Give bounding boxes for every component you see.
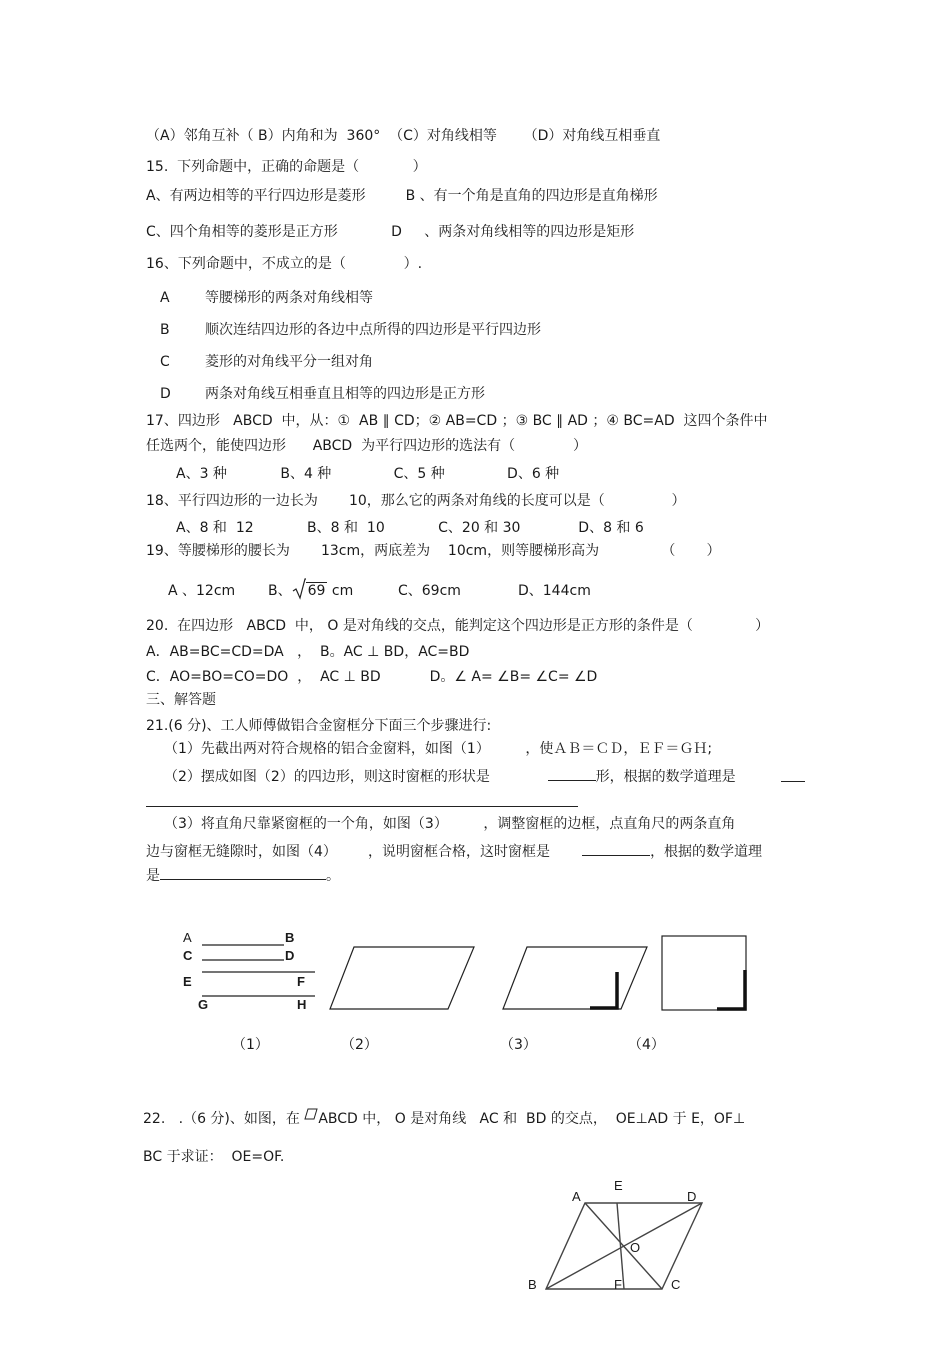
q22-label-a: A	[572, 1189, 581, 1204]
q22-line1	[143, 1110, 745, 1128]
q15-stem: 15. 下列命题中，正确的命题是（ ）	[146, 159, 427, 175]
q21-step3-line1: （3）将直角尺靠紧窗框的一个角，如图（3） ，调整窗框的边框，点直角尺的两条直角	[164, 816, 736, 832]
q21-step3-shi: 是	[146, 868, 160, 884]
q17-line2: 任选两个，能使四边形 ABCD 为平行四边形的选法有（ ）	[146, 438, 587, 454]
q15-options-line1: A、有两边相等的平行四边形是菱形 B 、有一个角是直角的四边形是直角梯形	[146, 188, 658, 204]
q22-line2: BC 于求证： OE=OF.	[143, 1149, 285, 1165]
fig1-label-a: A	[183, 930, 192, 945]
q21-step3-text: 边与窗框无缝隙时，如图（4） ，说明窗框合格，这时窗框是	[146, 844, 551, 860]
figure-caption-3: （3）	[500, 1037, 537, 1053]
q20-options-line2: C．AO=BO=CO=DO ， AC ⊥ BD D。∠ A= ∠B= ∠C= ∠D	[146, 669, 598, 685]
q21-step2	[164, 766, 736, 786]
q16-stem: 16、下列命题中，不成立的是（ ）.	[146, 256, 423, 272]
q16-option-d-text: 两条对角线互相垂直且相等的四边形是正方形	[205, 386, 485, 402]
q19-option-b-unit: cm	[327, 583, 354, 599]
figure-caption-1: （1）	[232, 1037, 269, 1053]
fig1-label-c: C	[183, 948, 193, 963]
fig1-label-g: G	[198, 997, 209, 1012]
q22-line1-prefix: 22. .（6 分)、如图，在	[143, 1111, 300, 1127]
answer-blank[interactable]	[548, 766, 596, 781]
q21-step3-reason: ，根据的数学道理	[650, 844, 763, 860]
q14-options: （A）邻角互补（ B）内角和为 360° （C）对角线相等 （D）对角线互相垂直	[146, 128, 661, 144]
q21-step2-reason: 形，根据的数学道理是	[595, 769, 736, 785]
figure-3-parallelogram-with-ruler	[501, 944, 651, 1014]
fig1-label-h: H	[297, 997, 307, 1012]
q16-option-b-letter: B	[160, 322, 170, 338]
q21-step3-line2	[146, 841, 762, 861]
q17-line1: 17、四边形 ABCD 中，从：① AB ∥ CD；② AB=CD ；③ BC ∥ AD ；④ BC=AD 这四个条件中	[146, 413, 768, 429]
q21-step2-text: （2）摆成如图（2）的四边形，则这时窗框的形状是	[164, 769, 548, 785]
q22-label-e: E	[614, 1178, 623, 1193]
q22-label-o: O	[630, 1240, 641, 1255]
section-heading: 三、解答题	[146, 692, 216, 708]
q19-option-b-prefix: B、	[268, 583, 292, 599]
q16-option-b-text: 顺次连结四边形的各边中点所得的四边形是平行四边形	[205, 322, 541, 338]
q22-label-c: C	[671, 1277, 681, 1292]
q17-options: A、3 种 B、4 种 C、5 种 D、6 种	[176, 466, 560, 482]
q22-label-d: D	[687, 1189, 697, 1204]
q19-option-b	[268, 582, 353, 600]
parallelogram-symbol-icon	[304, 1108, 318, 1120]
q16-option-c-text: 菱形的对角线平分一组对角	[205, 354, 373, 370]
q16-option-a-text: 等腰梯形的两条对角线相等	[205, 290, 373, 306]
figure-4-square-with-ruler	[660, 934, 752, 1014]
q21-stem: 21.(6 分)、工人师傅做铝合金窗框分下面三个步骤进行:	[146, 718, 492, 734]
q22-figure-parallelogram	[540, 1195, 710, 1295]
q20-options-line1: A．AB=BC=CD=DA ， B。AC ⊥ BD，AC=BD	[146, 644, 470, 660]
q20-stem: 20. 在四边形 ABCD 中， O 是对角线的交点，能判定这个四边形是正方形的条件是（ ）	[146, 618, 770, 634]
figure-2-parallelogram	[328, 944, 478, 1014]
answer-blank[interactable]	[146, 806, 578, 807]
answer-blank[interactable]	[160, 865, 326, 880]
fig1-label-f: F	[297, 974, 305, 989]
q21-step3-line3	[146, 865, 340, 885]
fig1-label-d: D	[285, 948, 295, 963]
q19-option-a: A 、12cm	[168, 583, 236, 599]
fig1-label-e: E	[183, 974, 192, 989]
figure-caption-2: （2）	[341, 1037, 378, 1053]
q18-stem: 18、平行四边形的一边长为 10，那么它的两条对角线的长度可以是（ ）	[146, 493, 686, 509]
q19-option-b-radicand: 69	[307, 583, 326, 599]
q19-stem: 19、等腰梯形的腰长为 13cm，两底差为 10cm，则等腰梯形高为 （ ）	[146, 543, 721, 559]
q18-options: A、8 和 12 B、8 和 10 C、20 和 30 D、8 和 6	[176, 520, 644, 536]
figure-caption-4: （4）	[628, 1037, 665, 1053]
q15-options-line2: C、四个角相等的菱形是正方形 D 、两条对角线相等的四边形是矩形	[146, 224, 635, 240]
answer-blank[interactable]	[781, 781, 805, 782]
q16-option-d-letter: D	[160, 386, 171, 402]
fig1-label-b: B	[285, 930, 295, 945]
q22-label-b: B	[528, 1277, 537, 1292]
q22-line1-rest: ABCD 中， O 是对角线 AC 和 BD 的交点， OE⊥AD 于 E，OF⊥	[318, 1111, 746, 1127]
answer-blank[interactable]	[582, 841, 650, 856]
q19-option-c: C、69cm	[398, 583, 461, 599]
q16-option-c-letter: C	[160, 354, 170, 370]
q22-label-f: F	[614, 1277, 622, 1292]
q21-step1: （1）先截出两对符合规格的铝合金窗料，如图（1） ，使ＡＢ＝ＣＤ，ＥＦ＝ＧＨ;	[164, 741, 713, 757]
square-root	[292, 582, 328, 600]
q21-step3-end: 。	[326, 868, 340, 884]
q19-option-d: D、144cm	[518, 583, 591, 599]
q16-option-a-letter: A	[160, 290, 170, 306]
